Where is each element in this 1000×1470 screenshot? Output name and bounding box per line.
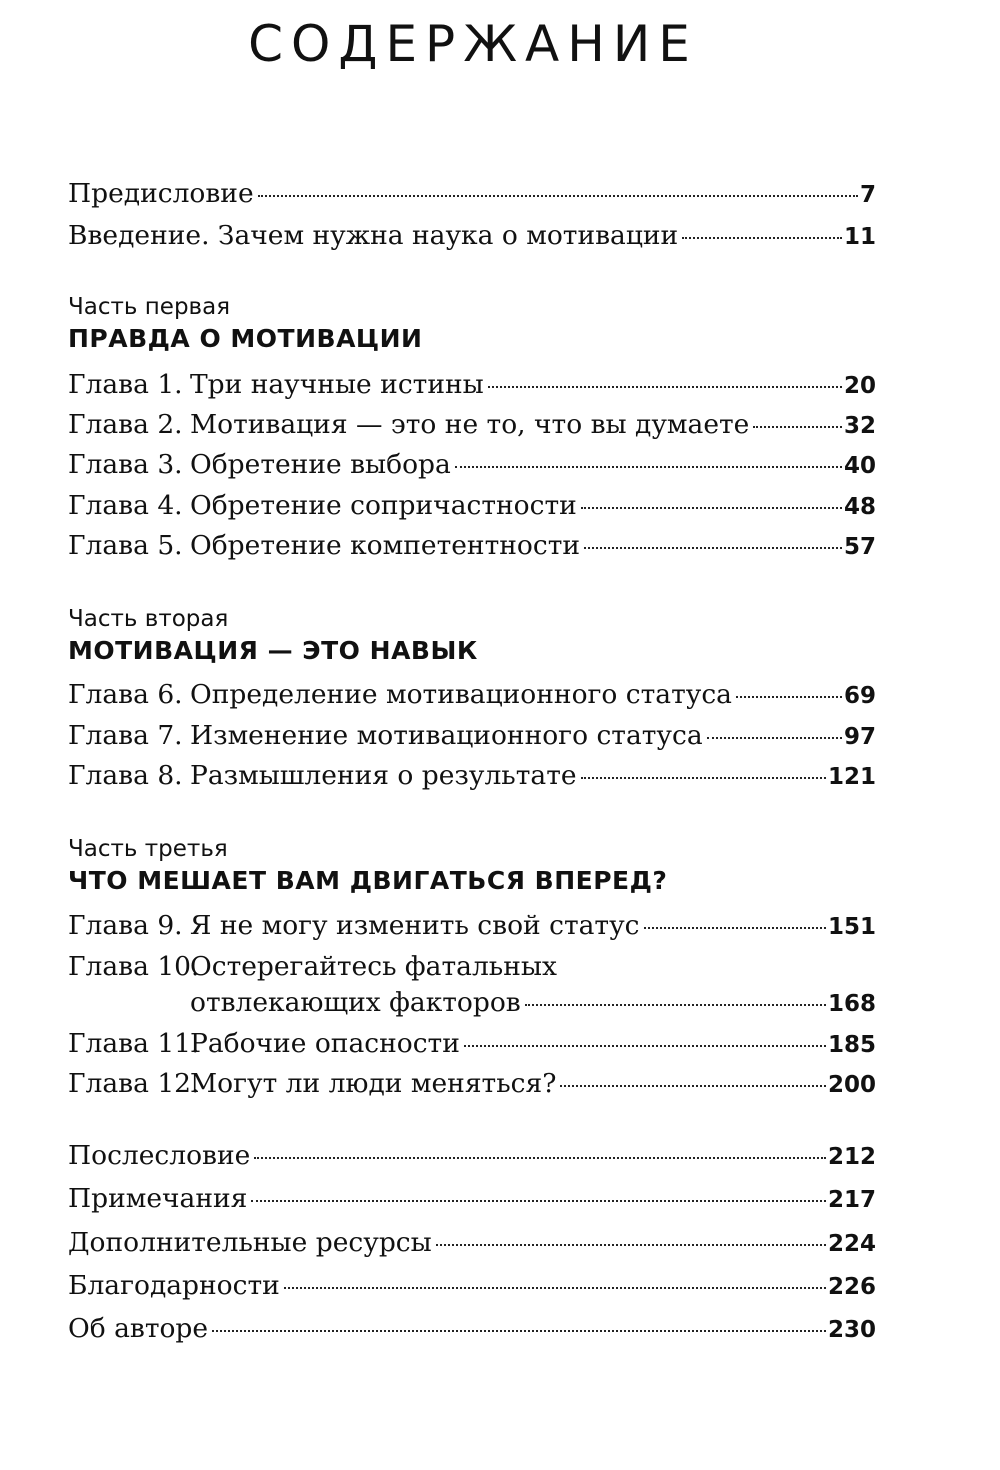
chapter-label: Глава 2. [68, 409, 183, 440]
chapter-label: Глава 4. [68, 490, 183, 521]
chapter-label: Глава 8. [68, 760, 183, 791]
entry-title: Предисловие [68, 178, 254, 209]
page-number: 217 [827, 1187, 876, 1213]
entry-title-line-1: Остерегайтесь фатальных [190, 951, 557, 982]
page-number: 57 [843, 534, 876, 560]
page-number: 121 [827, 764, 876, 790]
toc-entry-chapter-10[interactable] [68, 986, 876, 1021]
toc-entry-chapter-11[interactable] [68, 1027, 876, 1062]
chapter-label: Глава 10. [68, 951, 200, 982]
page-number: 151 [827, 914, 876, 940]
toc-entry-chapter-1[interactable] [68, 368, 876, 403]
dot-leader [464, 1045, 826, 1047]
entry-title: Дополнительные ресурсы [68, 1227, 432, 1258]
page-number: 20 [843, 373, 876, 399]
entry-title: Рабочие опасности [190, 1028, 460, 1059]
page-number: 200 [827, 1072, 876, 1098]
page-number: 212 [827, 1144, 876, 1170]
dot-leader [488, 386, 842, 388]
entry-title: Определение мотивационного статуса [190, 679, 732, 710]
dot-leader [736, 696, 842, 698]
dot-leader [455, 466, 842, 468]
toc-entry-chapter-6[interactable] [68, 678, 876, 713]
part-label: Часть вторая [68, 606, 229, 632]
dot-leader [581, 507, 842, 509]
part-label: Часть третья [68, 836, 228, 862]
entry-title: Примечания [68, 1183, 248, 1214]
entry-title: Размышления о результате [190, 760, 577, 791]
page-number: 185 [827, 1032, 876, 1058]
chapter-label: Глава 6. [68, 679, 183, 710]
page-number: 7 [859, 182, 876, 208]
entry-title: Изменение мотивационного статуса [190, 720, 703, 751]
toc-entry-chapter-5[interactable] [68, 529, 876, 564]
chapter-label: Глава 1. [68, 369, 183, 400]
chapter-label: Глава 12. [68, 1068, 200, 1099]
entry-title: Я не могу изменить свой статус [190, 910, 640, 941]
toc-entry-introduction[interactable] [68, 219, 876, 254]
entry-title: Об авторе [68, 1313, 209, 1344]
page-number: 69 [843, 683, 876, 709]
entry-title: Могут ли люди меняться? [190, 1068, 557, 1099]
entry-title: Послесловие [68, 1140, 251, 1171]
page-number: 11 [843, 224, 876, 250]
dot-leader [560, 1085, 826, 1087]
dot-leader [212, 1330, 826, 1332]
toc-entry-chapter-8[interactable] [68, 759, 876, 794]
toc-entry-resources[interactable] [68, 1226, 876, 1261]
chapter-label: Глава 7. [68, 720, 183, 751]
page-number: 32 [843, 413, 876, 439]
chapter-label: Глава 3. [68, 449, 183, 480]
dot-leader [284, 1287, 826, 1289]
entry-title: Три научные истины [190, 369, 484, 400]
toc-entry-chapter-9[interactable] [68, 909, 876, 944]
dot-leader [258, 195, 858, 197]
chapter-label: Глава 11. [68, 1028, 200, 1059]
part-label: Часть первая [68, 294, 231, 320]
entry-title: Введение. Зачем нужна наука о мотивации [68, 220, 679, 251]
toc-entry-chapter-4[interactable] [68, 489, 876, 524]
toc-entry-chapter-3[interactable] [68, 448, 876, 483]
entry-title: отвлекающих факторов [190, 987, 521, 1018]
page-number: 224 [827, 1231, 876, 1257]
part-title: ПРАВДА О МОТИВАЦИИ [68, 324, 423, 353]
part-title: ЧТО МЕШАЕТ ВАМ ДВИГАТЬСЯ ВПЕРЕД? [68, 866, 668, 895]
toc-entry-notes[interactable] [68, 1182, 876, 1217]
entry-title: Благодарности [68, 1270, 280, 1301]
dot-leader [436, 1244, 826, 1246]
entry-title: Мотивация — это не то, что вы думаете [190, 409, 750, 440]
chapter-label: Глава 5. [68, 530, 183, 561]
entry-title: Обретение сопричастности [190, 490, 577, 521]
page-number: 226 [827, 1274, 876, 1300]
entry-title: Обретение выбора [190, 449, 451, 480]
page-title: СОДЕРЖАНИЕ [248, 15, 698, 73]
page-number: 230 [827, 1317, 876, 1343]
dot-leader [707, 737, 842, 739]
dot-leader [584, 547, 842, 549]
entry-title: Обретение компетентности [190, 530, 581, 561]
toc-entry-preface[interactable] [68, 177, 876, 212]
toc-entry-about-author[interactable] [68, 1312, 876, 1347]
page-number: 168 [827, 991, 876, 1017]
toc-entry-chapter-2[interactable] [68, 408, 876, 443]
toc-entry-acknowledgements[interactable] [68, 1269, 876, 1304]
page-number: 97 [843, 724, 876, 750]
part-title: МОТИВАЦИЯ — ЭТО НАВЫК [68, 636, 478, 665]
dot-leader [254, 1157, 826, 1159]
toc-entry-afterword[interactable] [68, 1139, 876, 1174]
toc-entry-chapter-10-line-1[interactable] [68, 950, 557, 984]
dot-leader [644, 927, 826, 929]
dot-leader [525, 1004, 826, 1006]
page-number: 48 [843, 494, 876, 520]
dot-leader [753, 426, 842, 428]
dot-leader [581, 777, 826, 779]
dot-leader [682, 237, 842, 239]
dot-leader [251, 1200, 826, 1202]
page-number: 40 [843, 453, 876, 479]
toc-entry-chapter-7[interactable] [68, 719, 876, 754]
toc-entry-chapter-12[interactable] [68, 1067, 876, 1102]
chapter-label: Глава 9. [68, 910, 183, 941]
